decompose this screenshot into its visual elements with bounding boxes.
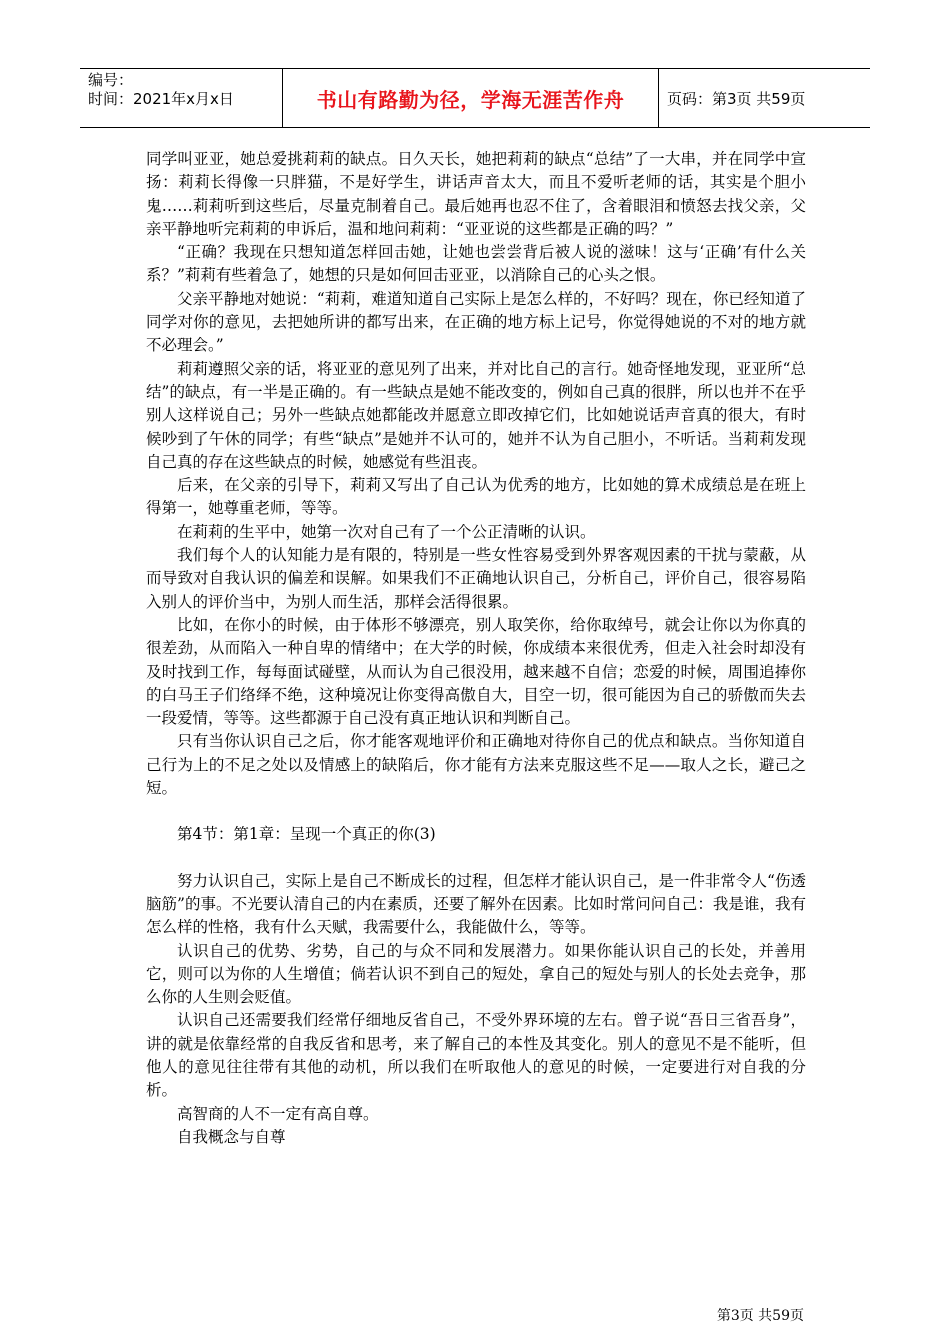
paragraph: 我们每个人的认知能力是有限的，特别是一些女性容易受到外界客观因素的干扰与蒙蔽，从而导致对自我认识的偏差和误解。如果我们不正确地认识自己，分析自己，评价自己，很容易陷入别人的评价当中，为别人而生活，那样会活得很累。 (146, 546, 806, 611)
number-label: 编号： (88, 71, 134, 89)
paragraph: 莉莉遵照父亲的话，将亚亚的意见列了出来，并对比自己的言行。她奇怪地发现，亚亚所“总结”的缺点，有一半是正确的。有一些缺点是她不能改变的，例如自己真的很胖，所以也并不在乎别人这样说自己；另外一些缺点她都能改并愿意立即改掉它们，比如她说话声音真的很大，有时候吵到了午休的同学；有些“缺点”是她并不认可的，她并不认为自己胆小，不听话。当莉莉发现自己真的存在这些缺点的时候，她感觉有些沮丧。 (146, 359, 806, 471)
paragraph: 后来，在父亲的引导下，莉莉又写出了自己认为优秀的地方，比如她的算术成绩总是在班上得第一，她尊重老师，等等。 (146, 476, 806, 518)
page-footer: 第3页 共59页 (716, 1308, 804, 1324)
paragraph: 认识自己还需要我们经常仔细地反省自己，不受外界环境的左右。曾子说“吾日三省吾身”，讲的就是依靠经常的自我反省和思考，来了解自己的本性及其变化。别人的意见不是不能听，但他人的意见往往带有其他的动机，所以我们在听取他人的意见的时候，一定要进行对自我的分析。 (146, 1011, 806, 1100)
paragraph: “正确？我现在只想知道怎样回击她，让她也尝尝背后被人说的滋味！这与‘正确’有什么关系？”莉莉有些着急了，她想的只是如何回击亚亚，以消除自己的心头之恨。 (146, 243, 806, 285)
paragraph: 同学叫亚亚，她总爱挑莉莉的缺点。日久天长，她把莉莉的缺点“总结”了一大串，并在同学中宣扬：莉莉长得像一只胖猫，不是好学生，讲话声音太大，而且不爱听老师的话，其实是个胆小鬼……莉莉听到这些后，尽量克制着自己。最后她再也忍不住了，含着眼泪和愤怒去找父亲，父亲平静地听完莉莉的申诉后，温和地问莉莉：“亚亚说的这些都是正确的吗？” (146, 150, 806, 238)
header-motto: 书山有路勤为径，学海无涯苦作舟 (283, 69, 659, 127)
paragraph: 比如，在你小的时候，由于体形不够漂亮，别人取笑你，给你取绰号，就会让你以为你真的很差劲，从而陷入一种自卑的情绪中；在大学的时候，你成绩本来很优秀，但走入社会时却没有及时找到工作，每每面试碰壁，从而认为自己很没用，越来越不自信；恋爱的时候，周围追捧你的白马王子们络绎不绝，这种境况让你变得高傲自大，目空一切，很可能因为自己的骄傲而失去一段爱情，等等。这些都源于自己没有真正地认识和判断自己。 (146, 615, 806, 728)
paragraph: 高智商的人不一定有高自尊。 (177, 1104, 379, 1123)
header-left-cell (80, 69, 283, 127)
document-body (146, 148, 806, 1149)
date-label: 时间：2021年x月x日 (88, 90, 234, 108)
header-page-label: 页码：第3页 共59页 (667, 89, 806, 108)
paragraph: 认识自己的优势、劣势，自己的与众不同和发展潜力。如果你能认识自己的长处，并善用它，则可以为你的人生增值；倘若认识不到自己的短处，拿自己的短处与别人的长处去竞争，那么你的人生则会贬值。 (146, 941, 806, 1007)
paragraph: 努力认识自己，实际上是自己不断成长的过程，但怎样才能认识自己，是一件非常令人“伤透脑筋”的事。不光要认清自己的内在素质，还要了解外在因素。比如时常问问自己：我是谁，我有怎么样的性格，我有什么天赋，我需要什么，我能做什么，等等。 (146, 871, 806, 937)
section-title: 第4节：第1章：呈现一个真正的你(3) (177, 825, 436, 844)
paragraph: 自我概念与自尊 (177, 1127, 286, 1146)
paragraph: 只有当你认识自己之后，你才能客观地评价和正确地对待你自己的优点和缺点。当你知道自己行为上的不足之处以及情感上的缺陷后，你才能有方法来克服这些不足——取人之长，避己之短。 (146, 732, 806, 798)
paragraph: 在莉莉的生平中，她第一次对自己有了一个公正清晰的认识。 (177, 522, 596, 541)
paragraph: 父亲平静地对她说：“莉莉，难道知道自己实际上是怎么样的，不好吗？现在，你已经知道了同学对你的意见，去把她所讲的都写出来，在正确的地方标上记号，你觉得她说的不对的地方就不必理会。” (146, 289, 806, 355)
header-table (80, 68, 870, 128)
